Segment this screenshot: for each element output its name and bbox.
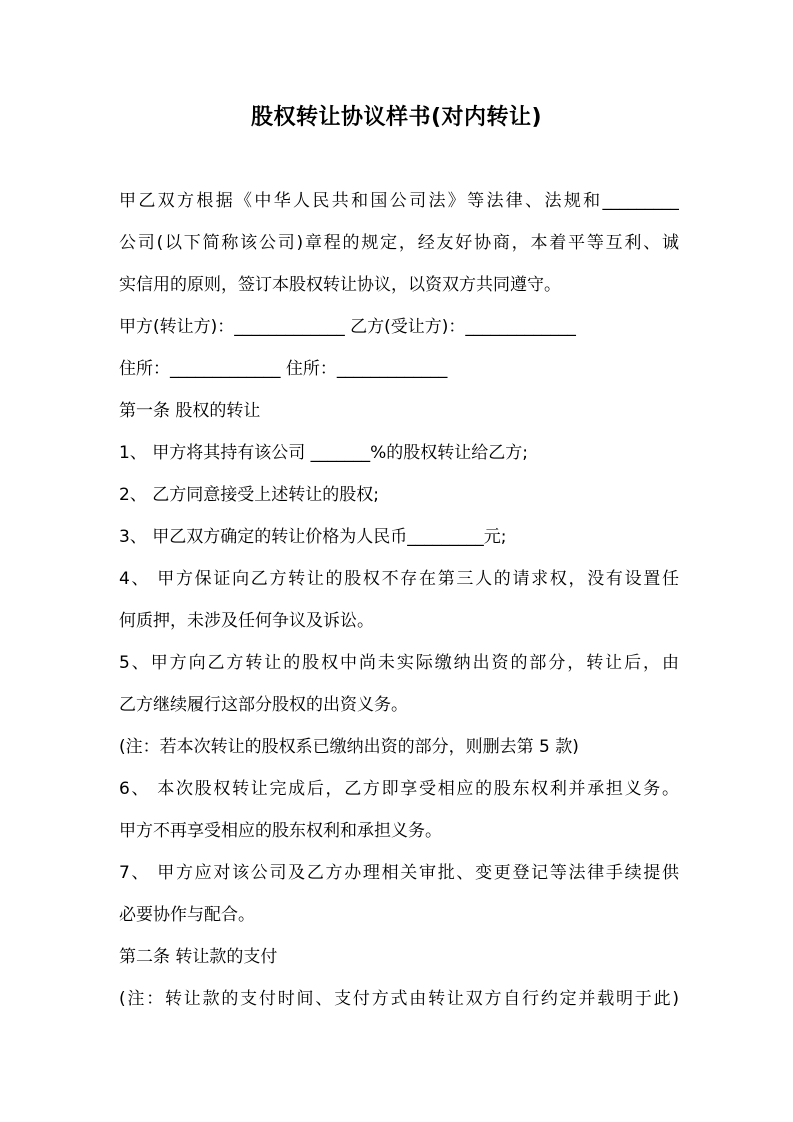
paragraph-line-preamble-1: 甲乙双方根据《中华人民共和国公司法》等法律、法规和_________ xyxy=(119,191,679,211)
clause-7-line-1: 7、 甲方应对该公司及乙方办理相关审批、变更登记等法律手续提供 xyxy=(119,863,679,883)
clause-2: 2、 乙方同意接受上述转让的股权; xyxy=(119,485,379,505)
clause-5-note: (注：若本次转让的股权系已缴纳出资的部分，则删去第 5 款) xyxy=(119,737,579,757)
article-2-heading: 第二条 转让款的支付 xyxy=(119,947,278,967)
document-title: 股权转让协议样书(对内转让) xyxy=(250,105,543,130)
clause-6-line-2: 甲方不再享受相应的股东权利和承担义务。 xyxy=(119,821,442,841)
party-line-addresses: 住所：_____________ 住所：_____________ xyxy=(119,359,448,379)
document-body xyxy=(119,180,679,1020)
party-line-transferor-transferee: 甲方(转让方)：_____________ 乙方(受让方)：_____________ xyxy=(119,317,576,337)
article-2-note: (注：转让款的支付时间、支付方式由转让双方自行约定并载明于此) xyxy=(119,989,679,1009)
clause-7-line-2: 必要协作与配合。 xyxy=(119,905,255,925)
article-1-heading: 第一条 股权的转让 xyxy=(119,401,261,421)
clause-1: 1、 甲方将其持有该公司 _______%的股权转让给乙方; xyxy=(119,443,529,463)
clause-3: 3、 甲乙双方确定的转让价格为人民币_________元; xyxy=(119,527,507,547)
clause-5-line-1: 5、甲方向乙方转让的股权中尚未实际缴纳出资的部分，转让后，由 xyxy=(119,653,679,673)
paragraph-line-preamble-2: 公司(以下简称该公司)章程的规定，经友好协商，本着平等互利、诚 xyxy=(119,233,679,253)
clause-6-line-1: 6、 本次股权转让完成后，乙方即享受相应的股东权利并承担义务。 xyxy=(119,779,679,799)
clause-5-line-2: 乙方继续履行这部分股权的出资义务。 xyxy=(119,695,408,715)
clause-4-line-1: 4、 甲方保证向乙方转让的股权不存在第三人的请求权，没有设置任 xyxy=(119,569,679,589)
paragraph-line-preamble-3: 实信用的原则，签订本股权转让协议，以资双方共同遵守。 xyxy=(119,275,561,295)
clause-4-line-2: 何质押，未涉及任何争议及诉讼。 xyxy=(119,611,374,631)
